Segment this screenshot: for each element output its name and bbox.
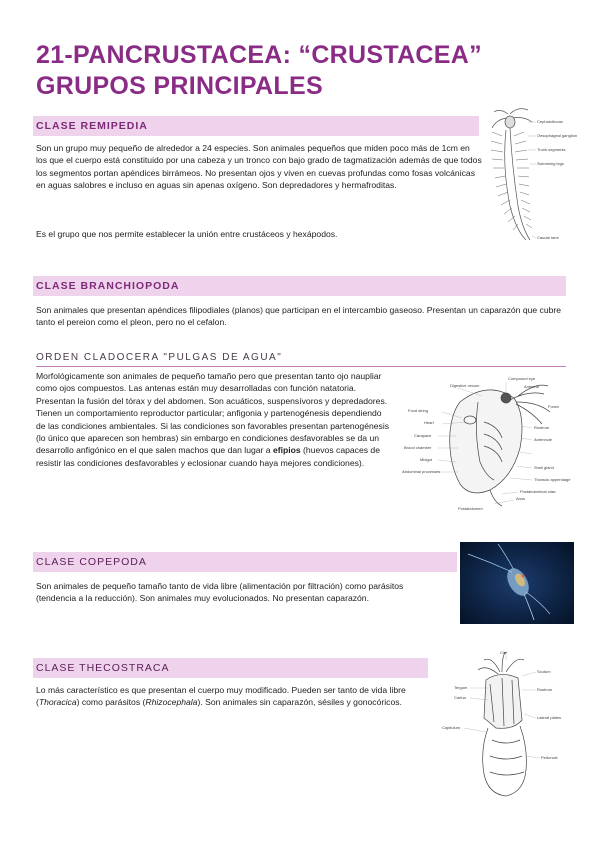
remipedia-paragraph-2: Es el grupo que nos permite establecer la unión entre crustáceos y hexápodos. (36, 229, 338, 239)
daphnia-label: Antenna (524, 384, 539, 389)
barnacle-label: Rostrum (537, 687, 553, 692)
daphnia-label: Abdominal processes (402, 469, 441, 474)
daphnia-label: Carapace (414, 433, 432, 438)
efipios-term: efipios (272, 445, 301, 456)
daphnia-label: Postabdomen (458, 506, 483, 511)
daphnia-label: Food string (408, 408, 429, 413)
barnacle-figure (440, 650, 570, 800)
cladocera-text-2: (huevos capaces de resistir las condiciones desfavorables y eclosionar cuando haya mejores condiciones). (36, 445, 380, 468)
barnacle-drawing-icon (440, 650, 570, 800)
remipede-drawing-icon (488, 106, 576, 246)
section-heading-thecostraca: CLASE THECOSTRACA (33, 658, 428, 678)
remipede-label: Trunk segments (537, 147, 566, 152)
remipede-label: Swimming legs (537, 161, 564, 166)
remipede-label: Cephalothorax (537, 119, 564, 124)
section-heading-remipedia: CLASE REMIPEDIA (33, 116, 479, 136)
remipede-figure (488, 106, 576, 246)
barnacle-label: Tergum (454, 685, 468, 690)
daphnia-label: Thoracic appendage (534, 477, 571, 482)
daphnia-label: Compound eye (508, 376, 536, 381)
barnacle-label: Lateral plates (537, 715, 562, 720)
copepoda-paragraph: Son animales de pequeño tamaño tanto de vida libre (alimentación por filtración) como parásitos (tendencia a la reducción). Son animales muy evolucionados. No presentan caparazón. (36, 581, 404, 604)
daphnia-label: Antennule (534, 437, 553, 442)
barnacle-label: Carina (454, 695, 466, 700)
copepod-photo (460, 542, 574, 624)
daphnia-label: Digestive cecum (450, 383, 480, 388)
daphnia-label: Midgut (420, 457, 433, 462)
remipede-label: Oesophageal ganglion (537, 133, 578, 138)
copepod-photo-icon (460, 542, 574, 624)
page-title-line-2: GRUPOS PRINCIPALES (36, 72, 323, 100)
daphnia-label: Anus (516, 496, 526, 501)
barnacle-label: Cirri (500, 650, 508, 655)
daphnia-label: Fornix (548, 404, 560, 409)
daphnia-label: Rostrum (534, 425, 550, 430)
cladocera-text-1: Morfológicamente son animales de pequeño tamaño pero que presentan tanto ojo naupliar como ojos compuestos. Las antenas están muy desarrolladas con función natatoria. Presentan la fusión del tórax y del abdomen. Son acuáticos, suspensívoros y depredadores. Tienen un comportamiento reproductor particular; anfigonia y partenogénesis dependiendo de las condiciones ambientales. Si las condiciones son favorables presentan partenogénesis (lo único que aparecen son hembras) sin embargo en condiciones desfavorables se da un desarrollo anfigónico en el que salen machos que dan lugar a (36, 371, 390, 456)
thecostraca-paragraph (36, 684, 426, 709)
thecostraca-text-3: ). Son animales sin caparazón, sésiles y gonocóricos. (197, 697, 402, 708)
daphnia-anatomy-drawing-icon (398, 372, 571, 512)
subsection-heading-cladocera: ORDEN CLADOCERA "PULGAS DE AGUA" (36, 351, 566, 367)
barnacle-label: Peduncle (541, 755, 558, 760)
section-heading-copepoda: CLASE COPEPODA (33, 552, 457, 572)
daphnia-label: Shell gland (534, 465, 554, 470)
daphnia-label: Postabdominal claw (520, 489, 556, 494)
thoracica-term: Thoracica (38, 697, 77, 708)
barnacle-label: Scutum (537, 669, 551, 674)
daphnia-figure (398, 372, 571, 512)
thecostraca-text-1: Lo más característico es que presentan el cuerpo muy modificado. Pueden ser tanto de vida libre ( (36, 685, 406, 708)
daphnia-label: Brood chamber (404, 445, 432, 450)
daphnia-label: Heart (424, 420, 434, 425)
remipede-label: Caudal rami (537, 235, 559, 240)
barnacle-label: Capitulum (442, 725, 461, 730)
page-title-line-1: 21-PANCRUSTACEA: “CRUSTACEA” (36, 41, 482, 69)
cladocera-paragraph (36, 370, 391, 469)
section-heading-branchiopoda: CLASE BRANCHIOPODA (33, 276, 566, 296)
page-title (36, 40, 482, 102)
thecostraca-text-2: ) como parásitos ( (76, 697, 146, 708)
branchiopoda-paragraph: Son animales que presentan apéndices filipodiales (planos) que participan en el intercambio gaseoso. Presentan un caparazón que cubre tanto el pereion como el pleon, pero no el cefalon. (36, 305, 562, 328)
remipedia-paragraph-1: Son un grupo muy pequeño de alrededor a 24 especies. Son animales pequeños que miden poco más de 1cm en los que el cuerpo está constituido por una cabeza y un tronco con bajo grado de tagmatización además de que todos los segmentos portan apéndices birrámeos. No presentan ojos y viven en cuevas profundas como fosas volcánicas en aguas salobres e incluso en aguas sin apenas oxígeno. Son depredadores y hermafroditas. (36, 143, 482, 191)
rhizocephala-term: Rhizocephala (145, 697, 198, 708)
